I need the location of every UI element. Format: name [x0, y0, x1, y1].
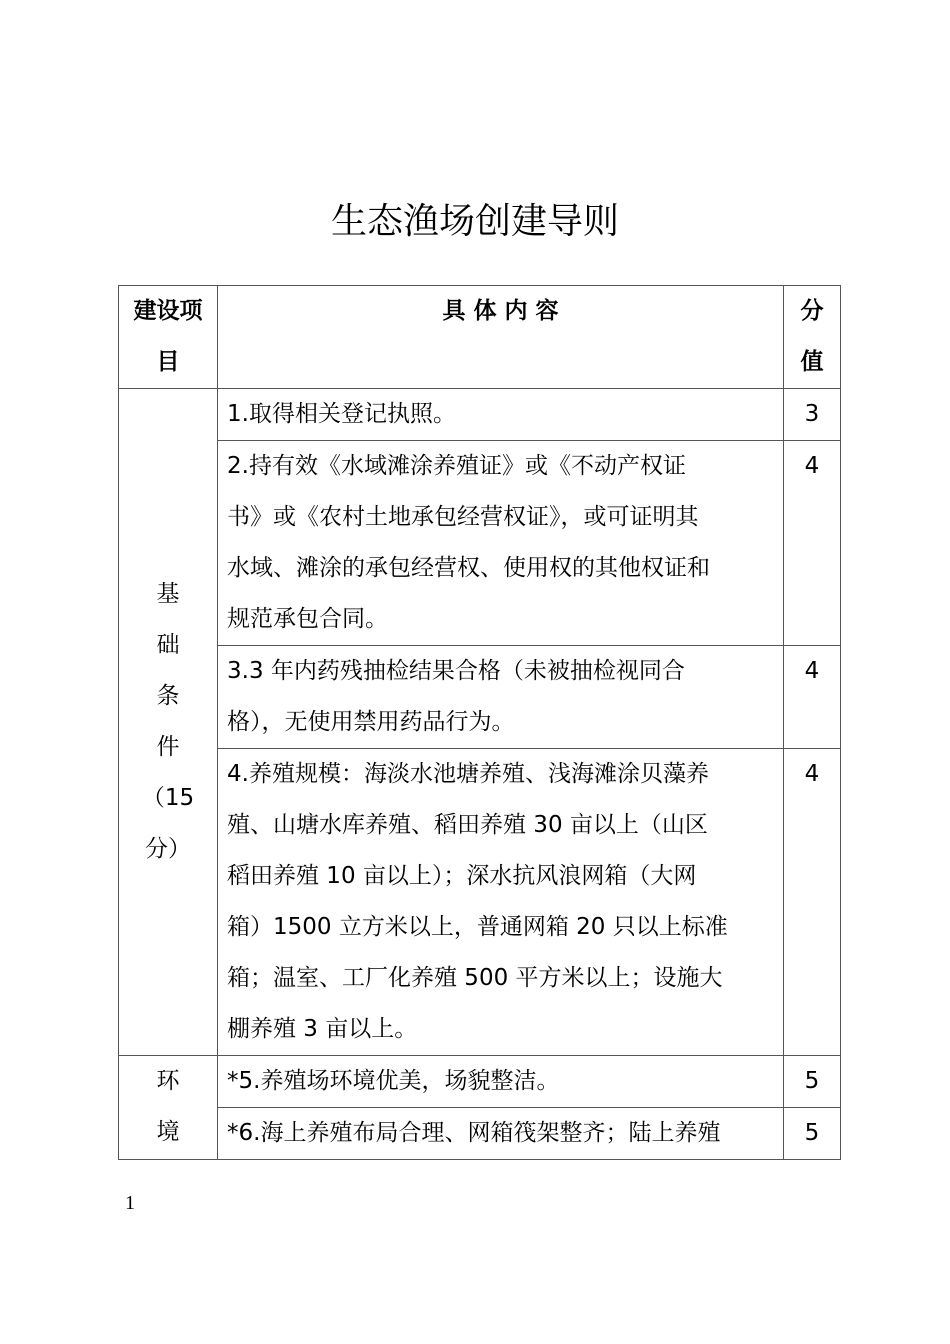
- content-cell: [218, 646, 784, 749]
- table-row: [119, 646, 841, 749]
- header-category-line: 目: [156, 349, 180, 375]
- category-cell: [119, 1056, 218, 1160]
- category-line: 境: [156, 1119, 180, 1145]
- content-line: 规范承包合同。: [227, 606, 388, 632]
- score-cell: [784, 646, 841, 749]
- content-line: 2.持有效《水域滩涂养殖证》或《不动产权证: [227, 453, 686, 479]
- table-body: [119, 389, 841, 1160]
- content-cell: [218, 441, 784, 646]
- criteria-table: [118, 285, 841, 1160]
- content-line: 格），无使用禁用药品行为。: [227, 709, 515, 735]
- content-line: 稻田养殖 10 亩以上）；深水抗风浪网箱（大网: [227, 863, 697, 889]
- content-line: 4.养殖规模：海淡水池塘养殖、浅海滩涂贝藻养: [227, 761, 709, 787]
- page-number: 1: [125, 1192, 135, 1214]
- score-cell: [784, 441, 841, 646]
- content-line: 3.3 年内药残抽检结果合格（未被抽检视同合: [227, 658, 685, 684]
- content-line: 1.取得相关登记执照。: [227, 401, 456, 427]
- content-cell: [218, 1108, 784, 1160]
- score-value: 4: [804, 453, 820, 479]
- content-cell: [218, 1056, 784, 1108]
- content-cell: [218, 749, 784, 1056]
- document-title: 生态渔场创建导则: [330, 201, 619, 242]
- header-category: [119, 286, 218, 389]
- category-line: 础: [156, 632, 180, 658]
- header-content: 具 体 内 容: [218, 286, 784, 389]
- table-row: [119, 441, 841, 646]
- content-line: 殖、山塘水库养殖、稻田养殖 30 亩以上（山区: [227, 812, 708, 838]
- content-line: *6.海上养殖布局合理、网箱筏架整齐；陆上养殖: [227, 1120, 721, 1146]
- category-line: （15: [141, 785, 195, 811]
- category-line: 件: [156, 734, 180, 760]
- score-value: 3: [804, 401, 820, 427]
- content-line: 棚养殖 3 亩以上。: [227, 1016, 418, 1042]
- category-line: 条: [156, 683, 180, 709]
- category-line: 分）: [145, 836, 191, 862]
- header-score-line: 分: [800, 298, 824, 324]
- header-category-line: 建设项: [133, 298, 203, 324]
- content-line: 水域、滩涂的承包经营权、使用权的其他权证和: [227, 555, 710, 581]
- score-cell: [784, 749, 841, 1056]
- table-row: [119, 389, 841, 441]
- header-score: [784, 286, 841, 389]
- content-line: 箱）1500 立方米以上，普通网箱 20 只以上标准: [227, 914, 728, 940]
- table-header-row: [119, 286, 841, 389]
- score-value: 5: [804, 1068, 820, 1094]
- content-cell: [218, 389, 784, 441]
- score-cell: [784, 1108, 841, 1160]
- content-line: *5.养殖场环境优美，场貌整洁。: [227, 1068, 560, 1094]
- score-cell: [784, 1056, 841, 1108]
- table-row: [119, 1108, 841, 1160]
- score-value: 5: [804, 1120, 820, 1146]
- table-row: [119, 749, 841, 1056]
- header-score-line: 值: [800, 349, 824, 375]
- category-line: 基: [156, 581, 180, 607]
- score-value: 4: [804, 658, 820, 684]
- score-cell: [784, 389, 841, 441]
- category-cell: [119, 389, 218, 1056]
- category-line: 环: [156, 1068, 180, 1094]
- content-line: 箱；温室、工厂化养殖 500 平方米以上；设施大: [227, 965, 723, 991]
- table-row: [119, 1056, 841, 1108]
- score-value: 4: [804, 761, 820, 787]
- content-line: 书》或《农村土地承包经营权证》，或可证明其: [227, 504, 699, 530]
